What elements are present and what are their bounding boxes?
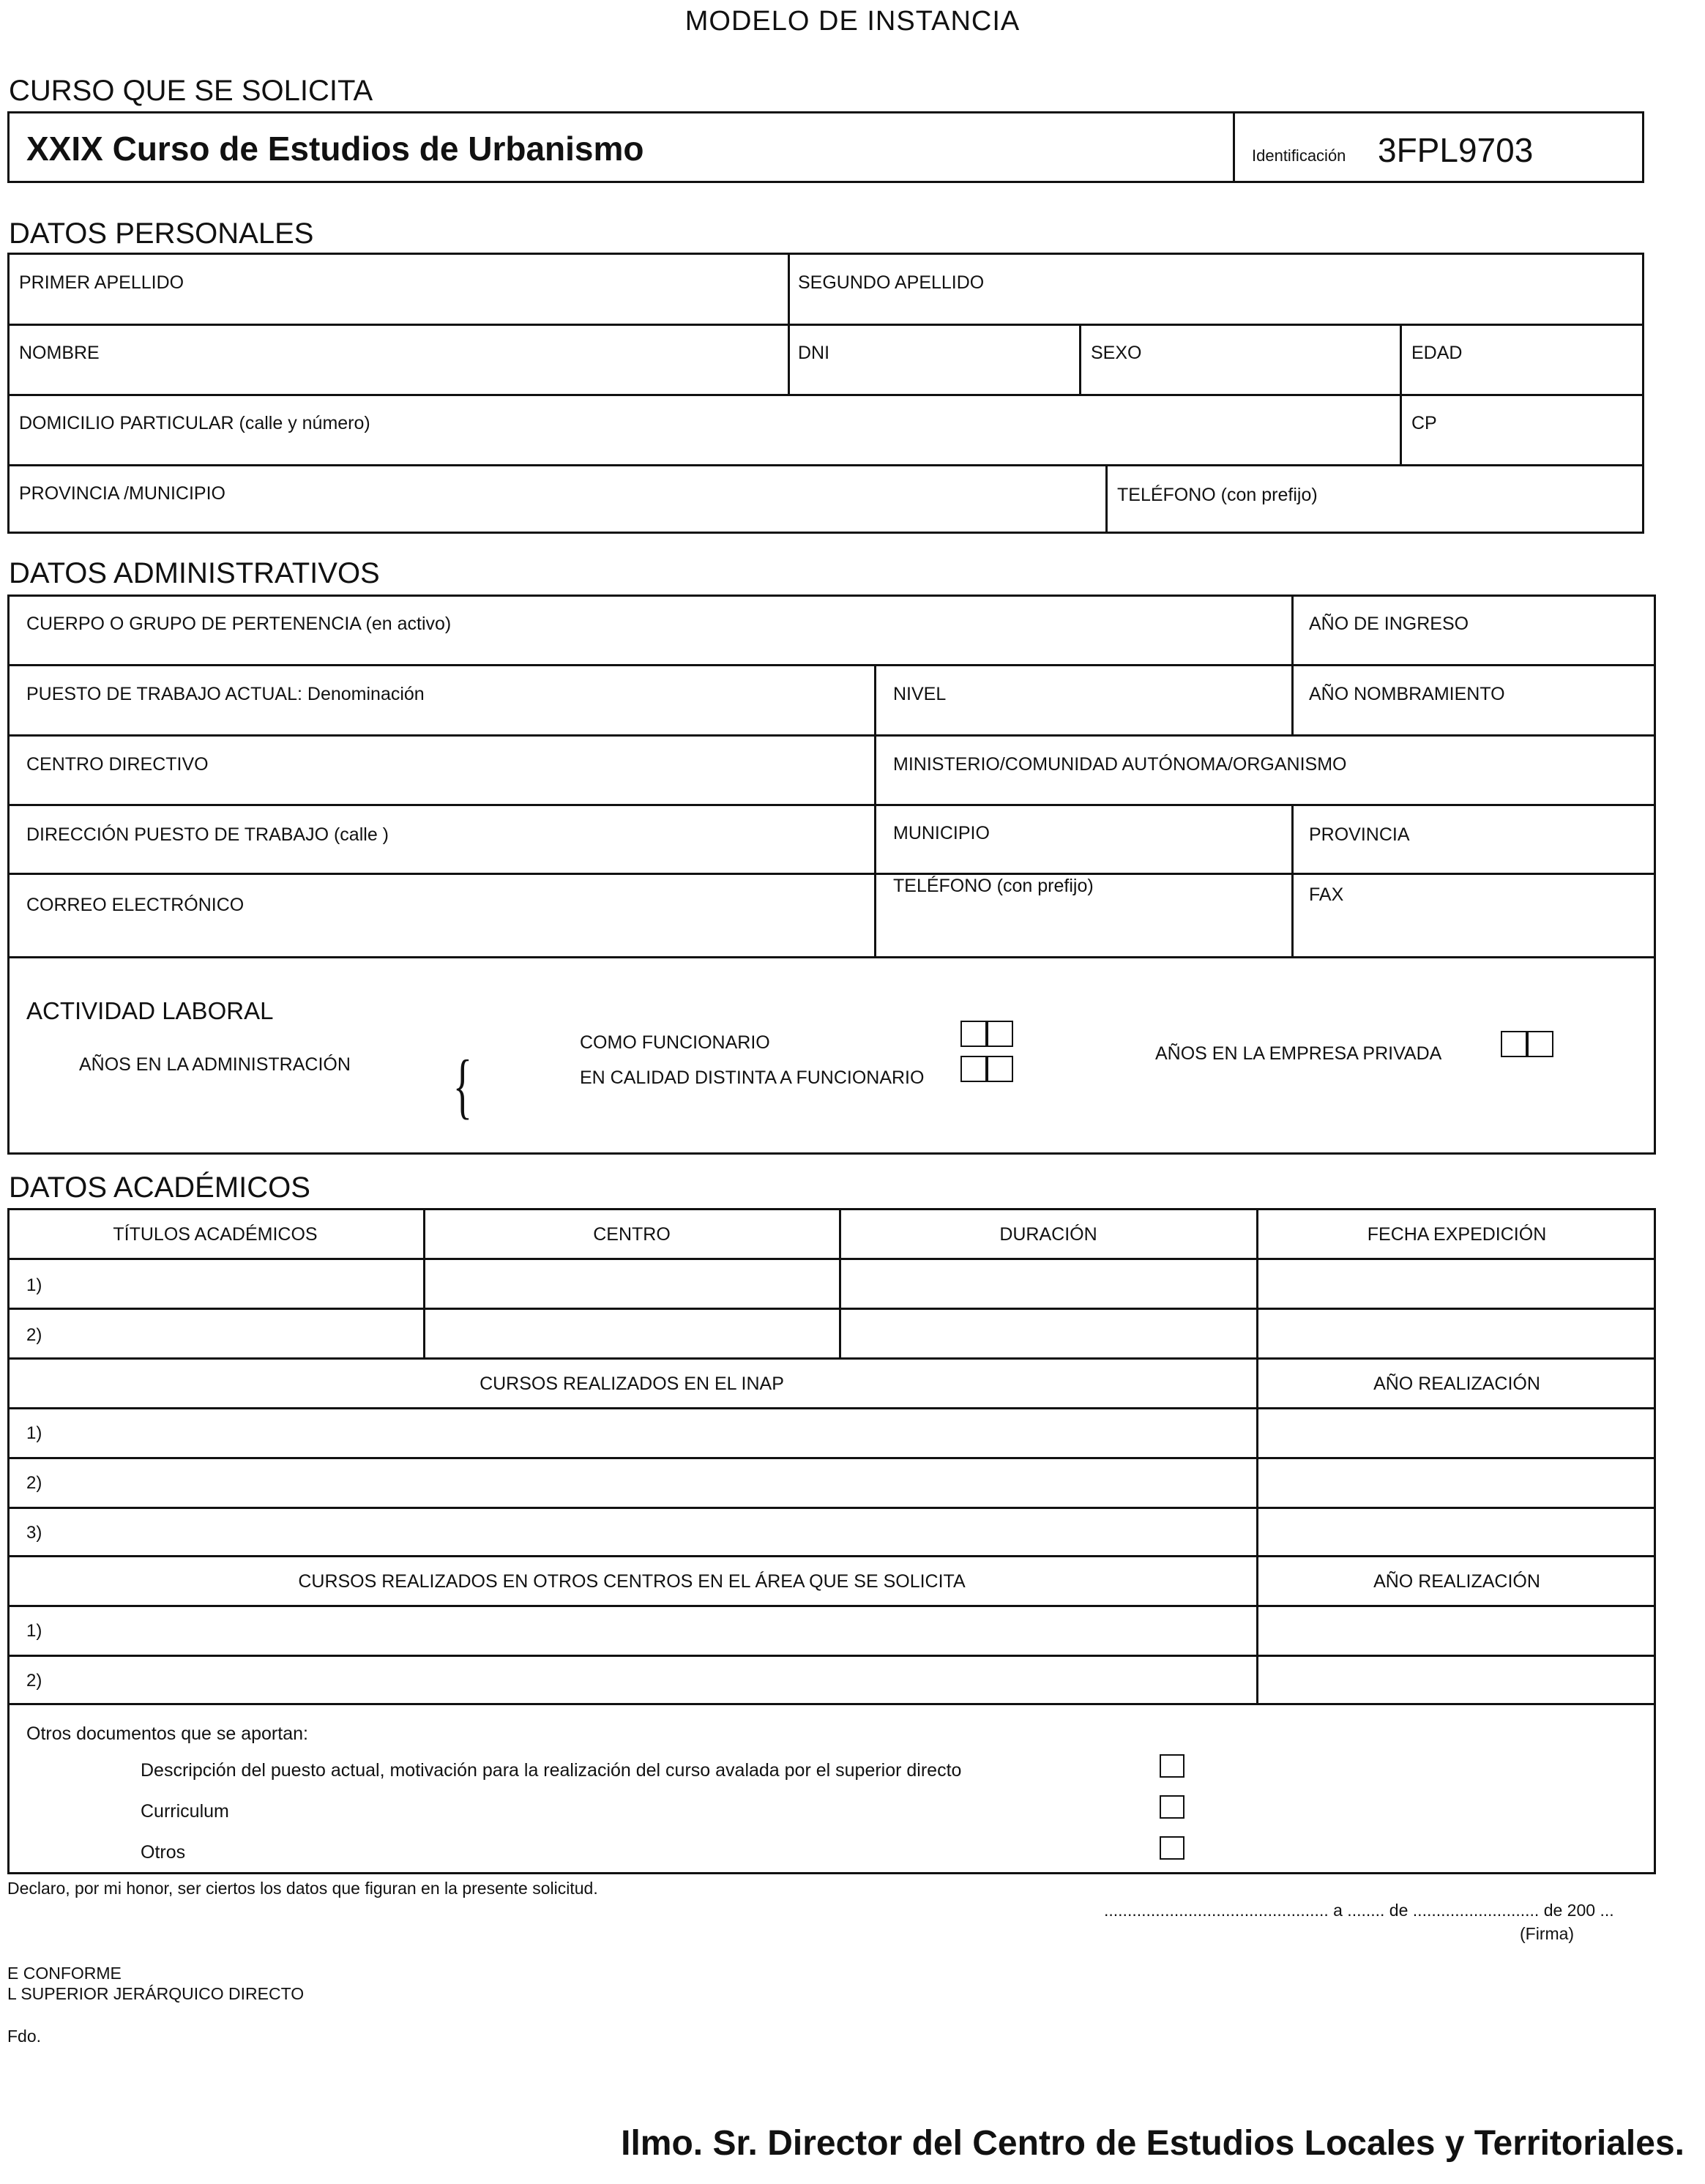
- puesto-field[interactable]: PUESTO DE TRABAJO ACTUAL: Denominación: [26, 684, 425, 704]
- cp-field[interactable]: CP: [1411, 413, 1437, 433]
- section-academicos: DATOS ACADÉMICOS: [9, 1171, 310, 1204]
- anio-ingreso-field[interactable]: AÑO DE INGRESO: [1309, 614, 1469, 634]
- municipio-field[interactable]: MUNICIPIO: [893, 823, 990, 843]
- distinta-digit-2[interactable]: [987, 1056, 1013, 1082]
- destinatario: Ilmo. Sr. Director del Centro de Estudios Locales y Territoriales.: [621, 2124, 1685, 2163]
- titulo-row-1[interactable]: 1): [26, 1275, 42, 1295]
- documentos-title: Otros documentos que se aportan:: [26, 1723, 308, 1744]
- inap-row-2[interactable]: 2): [26, 1473, 42, 1493]
- header-duracion: DURACIÓN: [999, 1224, 1097, 1245]
- funcionario-digit-1[interactable]: [960, 1021, 987, 1047]
- otros-checkbox[interactable]: [1160, 1836, 1184, 1860]
- domicilio-field[interactable]: DOMICILIO PARTICULAR (calle y número): [19, 413, 370, 433]
- empresa-digit-2[interactable]: [1527, 1031, 1553, 1057]
- otros-row-1[interactable]: 1): [26, 1621, 42, 1641]
- dni-field[interactable]: DNI: [798, 343, 830, 363]
- cuerpo-field[interactable]: CUERPO O GRUPO DE PERTENENCIA (en activo): [26, 614, 452, 634]
- otros-row-2[interactable]: 2): [26, 1671, 42, 1691]
- header-anio-realizacion-otros: AÑO REALIZACIÓN: [1373, 1571, 1540, 1592]
- nombre-field[interactable]: NOMBRE: [19, 343, 100, 363]
- header-anio-realizacion-inap: AÑO REALIZACIÓN: [1373, 1374, 1540, 1394]
- provincia-municipio-field[interactable]: PROVINCIA /MUNICIPIO: [19, 483, 225, 504]
- header-fecha-expedicion: FECHA EXPEDICIÓN: [1367, 1224, 1547, 1245]
- identificacion-value: 3FPL9703: [1378, 131, 1534, 169]
- provincia-field[interactable]: PROVINCIA: [1309, 824, 1410, 845]
- direccion-field[interactable]: DIRECCIÓN PUESTO DE TRABAJO (calle ): [26, 824, 389, 845]
- empresa-privada-label: AÑOS EN LA EMPRESA PRIVADA: [1155, 1043, 1442, 1064]
- telefono-trabajo-field[interactable]: TELÉFONO (con prefijo): [893, 876, 1094, 896]
- segundo-apellido-field[interactable]: SEGUNDO APELLIDO: [798, 272, 985, 293]
- titulo-row-2[interactable]: 2): [26, 1325, 42, 1345]
- distinta-digit-1[interactable]: [960, 1056, 987, 1082]
- documento-otros-label: Otros: [141, 1842, 186, 1863]
- telefono-personal-field[interactable]: TELÉFONO (con prefijo): [1117, 485, 1318, 505]
- fax-field[interactable]: FAX: [1309, 884, 1344, 905]
- como-funcionario-label: COMO FUNCIONARIO: [580, 1032, 770, 1053]
- section-administrativos: DATOS ADMINISTRATIVOS: [9, 557, 380, 589]
- personales-box: [7, 253, 1644, 534]
- documento-curriculum-label: Curriculum: [141, 1801, 229, 1822]
- funcionario-digit-2[interactable]: [987, 1021, 1013, 1047]
- header-centro: CENTRO: [593, 1224, 671, 1245]
- correo-field[interactable]: CORREO ELECTRÓNICO: [26, 895, 245, 915]
- brace-symbol: {: [452, 1045, 473, 1126]
- anios-administracion-label: AÑOS EN LA ADMINISTRACIÓN: [79, 1054, 351, 1075]
- inap-row-3[interactable]: 3): [26, 1523, 42, 1543]
- page-title: MODELO DE INSTANCIA: [684, 6, 1021, 37]
- ministerio-field[interactable]: MINISTERIO/COMUNIDAD AUTÓNOMA/ORGANISMO: [893, 754, 1347, 775]
- empresa-digit-1[interactable]: [1501, 1031, 1527, 1057]
- identificacion-label: Identificación: [1252, 146, 1346, 165]
- conforme-line-1: E CONFORME: [7, 1964, 122, 1983]
- conforme-line-2: L SUPERIOR JERÁRQUICO DIRECTO: [7, 1984, 305, 2003]
- actividad-title: ACTIVIDAD LABORAL: [26, 997, 274, 1024]
- firma-label: (Firma): [1520, 1924, 1575, 1943]
- header-cursos-inap: CURSOS REALIZADOS EN EL INAP: [480, 1374, 784, 1394]
- documento-descripcion-label: Descripción del puesto actual, motivación para la realización del curso avalada por el superior directo: [141, 1760, 962, 1781]
- fdo-label: Fdo.: [7, 2027, 42, 2046]
- descripcion-checkbox[interactable]: [1160, 1754, 1184, 1778]
- section-personales: DATOS PERSONALES: [9, 217, 314, 250]
- section-curso: CURSO QUE SE SOLICITA: [9, 75, 373, 107]
- fecha-linea[interactable]: ................................................ a ........ de ........................... de 200 ...: [1104, 1901, 1614, 1920]
- header-titulos: TÍTULOS ACADÉMICOS: [113, 1224, 318, 1245]
- anio-nombramiento-field[interactable]: AÑO NOMBRAMIENTO: [1309, 684, 1505, 704]
- sexo-field[interactable]: SEXO: [1091, 343, 1142, 363]
- edad-field[interactable]: EDAD: [1411, 343, 1463, 363]
- declaracion-text: Declaro, por mi honor, ser ciertos los datos que figuran en la presente solicitud.: [7, 1879, 598, 1898]
- nivel-field[interactable]: NIVEL: [893, 684, 947, 704]
- curso-name: XXIX Curso de Estudios de Urbanismo: [26, 130, 644, 168]
- calidad-distinta-label: EN CALIDAD DISTINTA A FUNCIONARIO: [580, 1067, 925, 1088]
- curriculum-checkbox[interactable]: [1160, 1795, 1184, 1819]
- header-cursos-otros: CURSOS REALIZADOS EN OTROS CENTROS EN EL ÁREA QUE SE SOLICITA: [298, 1571, 966, 1592]
- inap-row-1[interactable]: 1): [26, 1423, 42, 1443]
- primer-apellido-field[interactable]: PRIMER APELLIDO: [19, 272, 184, 293]
- centro-directivo-field[interactable]: CENTRO DIRECTIVO: [26, 754, 209, 775]
